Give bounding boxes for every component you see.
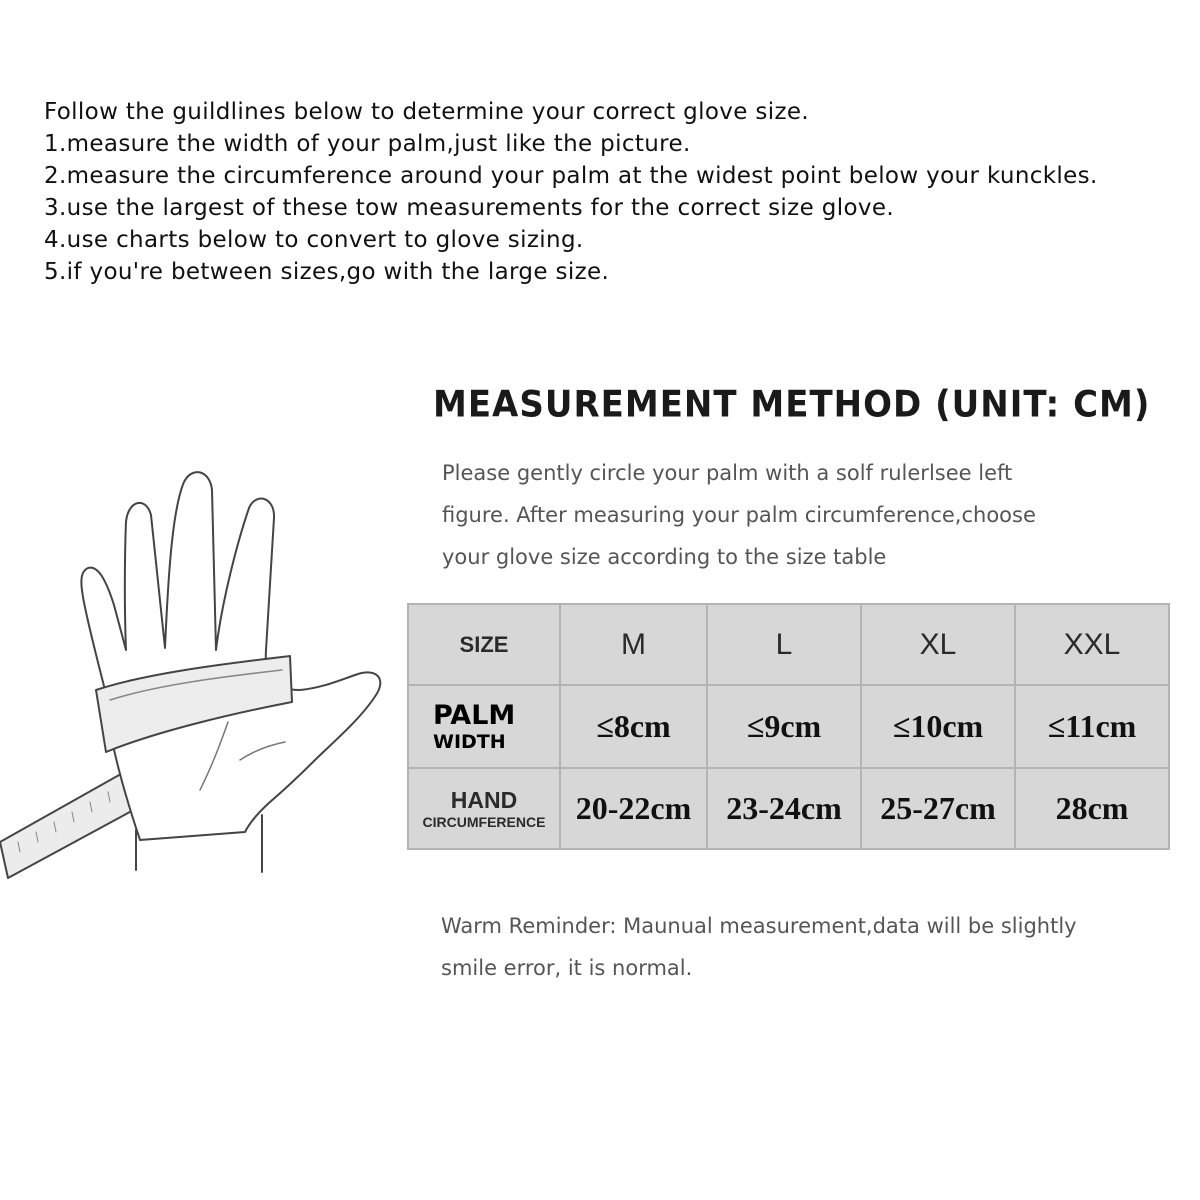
header-size-m: M <box>560 604 707 685</box>
palm-width-l: ≤9cm <box>707 685 861 768</box>
guideline-step: 3.use the largest of these tow measurements for the correct size glove. <box>44 195 894 221</box>
hand-circ-xxl: 28cm <box>1015 768 1169 849</box>
reminder-line: Warm Reminder: Maunual measurement,data will be slightly <box>441 914 1077 938</box>
palm-width-xl: ≤10cm <box>861 685 1015 768</box>
hand-circ-xl: 25-27cm <box>861 768 1015 849</box>
guidelines <box>44 96 1194 288</box>
warm-reminder <box>441 905 1161 989</box>
hand-circumference-label <box>408 768 560 849</box>
guideline-step: 1.measure the width of your palm,just like the picture. <box>44 131 691 157</box>
description-line: your glove size according to the size table <box>442 545 887 569</box>
method-title: MEASUREMENT METHOD (UNIT: CM) <box>433 383 1151 427</box>
hand-label-line1: HAND <box>450 787 518 813</box>
header-size-label: SIZE <box>408 604 560 685</box>
hand-circ-l: 23-24cm <box>707 768 861 849</box>
guidelines-intro: Follow the guildlines below to determine your correct glove size. <box>44 99 810 125</box>
hand-measuring-tape-icon <box>0 455 400 885</box>
table-header-row <box>408 604 1169 685</box>
guideline-step: 5.if you're between sizes,go with the large size. <box>44 259 610 285</box>
header-size-l: L <box>707 604 861 685</box>
table-row <box>408 768 1169 849</box>
palm-width-m: ≤8cm <box>560 685 707 768</box>
hand-circ-m: 20-22cm <box>560 768 707 849</box>
hand-label-line2: CIRCUMFERENCE <box>422 814 546 830</box>
palm-label-line1: PALM <box>433 700 516 731</box>
header-size-xxl: XXL <box>1015 604 1169 685</box>
guideline-step: 2.measure the circumference around your palm at the widest point below your kunckles. <box>44 163 1098 189</box>
size-table <box>407 603 1170 850</box>
guideline-step: 4.use charts below to convert to glove sizing. <box>44 227 584 253</box>
reminder-line: smile error, it is normal. <box>441 956 693 980</box>
palm-width-label <box>408 685 560 768</box>
method-description <box>442 452 1142 578</box>
palm-width-xxl: ≤11cm <box>1015 685 1169 768</box>
palm-label-line2: WIDTH <box>433 731 506 753</box>
header-size-xl: XL <box>861 604 1015 685</box>
description-line: Please gently circle your palm with a solf rulerlsee left <box>442 461 1013 485</box>
table-row <box>408 685 1169 768</box>
description-line: figure. After measuring your palm circumference,choose <box>442 503 1036 527</box>
